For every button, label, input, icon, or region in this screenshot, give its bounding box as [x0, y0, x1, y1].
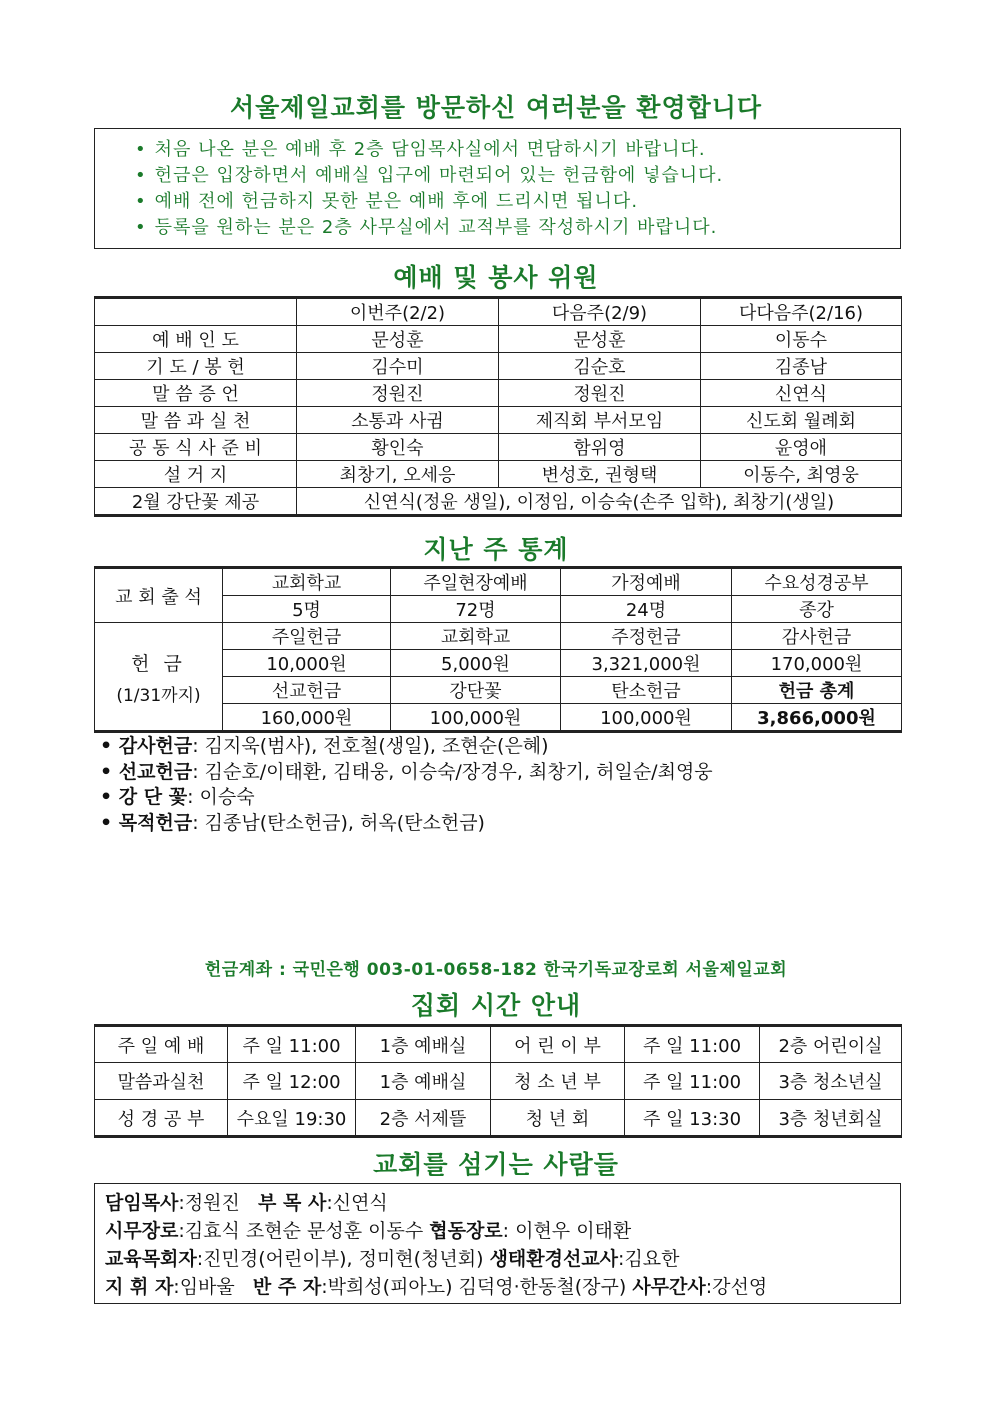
table-row	[95, 326, 902, 353]
staff-box	[94, 1183, 901, 1304]
servers-cell: 김수미	[297, 353, 499, 380]
offering-value: 5,000원	[391, 650, 561, 677]
offering-header: 강단꽃	[391, 677, 561, 704]
attendance-header: 교회학교	[223, 568, 391, 596]
staff-names: :강선영	[705, 1276, 768, 1298]
servers-cell: 정원진	[499, 380, 701, 407]
servers-header-cell: 이번주(2/2)	[297, 298, 499, 326]
table-row	[95, 353, 902, 380]
flowers-value: 신연식(정윤 생일), 이정임, 이승숙(손주 입학), 최창기(생일)	[297, 488, 902, 516]
servers-header-cell: 다다음주(2/16)	[701, 298, 902, 326]
note-item	[100, 811, 713, 837]
staff-names: :신연식	[326, 1192, 388, 1214]
table-row	[95, 380, 902, 407]
note-item	[100, 734, 713, 760]
table-row	[95, 461, 902, 488]
offering-account: 헌금계좌 : 국민은행 003-01-0658-182 한국기독교장로회 서울제일교회	[204, 960, 788, 980]
servers-cell: 신연식	[701, 380, 902, 407]
servers-header-row	[95, 298, 902, 326]
note-label: 목적헌금	[118, 811, 193, 834]
staff-line	[105, 1217, 900, 1245]
table-row	[95, 1063, 902, 1100]
schedule-cell: 청 년 회	[491, 1100, 625, 1137]
servers-header-cell	[95, 298, 297, 326]
staff-line	[105, 1189, 900, 1217]
servers-cell: 변성호, 권형택	[499, 461, 701, 488]
servers-cell: 문성훈	[499, 326, 701, 353]
servers-role: 기 도 / 봉 헌	[95, 353, 297, 380]
attendance-value: 72명	[391, 596, 561, 623]
servers-cell: 정원진	[297, 380, 499, 407]
offering-value: 100,000원	[561, 704, 732, 732]
schedule-cell: 1층 예배실	[356, 1026, 491, 1063]
schedule-cell: 3층 청소년실	[760, 1063, 902, 1100]
servers-cell: 윤영애	[701, 434, 902, 461]
note-label: 강 단 꽃	[118, 786, 188, 808]
schedule-cell: 2층 서제뜰	[356, 1100, 491, 1137]
servers-cell: 황인숙	[297, 434, 499, 461]
offering-total-header: 헌금 총계	[732, 677, 902, 704]
schedule-cell: 2층 어린이실	[760, 1026, 902, 1063]
offering-header: 감사헌금	[732, 623, 902, 650]
welcome-item: • 처음 나온 분은 예배 후 2층 담임목사실에서 면담하시기 바랍니다.	[135, 137, 900, 163]
schedule-cell: 1층 예배실	[356, 1063, 491, 1100]
schedule-cell: 말씀과실천	[95, 1063, 228, 1100]
attendance-value: 종강	[732, 596, 902, 623]
staff-names: :정원진	[178, 1192, 259, 1214]
note-item	[100, 785, 713, 811]
offering-label: 헌 금	[131, 653, 186, 675]
welcome-item: • 등록을 원하는 분은 2층 사무실에서 교적부를 작성하시기 바랍니다.	[135, 215, 900, 241]
staff-role: 생태환경선교사	[489, 1248, 619, 1270]
servers-cell: 이동수, 최영웅	[701, 461, 902, 488]
note-text: : 김지욱(범사), 전호철(생일), 조현순(은혜)	[192, 735, 549, 757]
flowers-row	[95, 488, 902, 516]
note-text: : 김종남(탄소헌금), 허옥(탄소헌금)	[192, 811, 485, 834]
table-row	[95, 1026, 902, 1063]
attendance-value: 24명	[561, 596, 732, 623]
servers-header-cell: 다음주(2/9)	[499, 298, 701, 326]
offering-header: 주일헌금	[223, 623, 391, 650]
staff-role: 사무간사	[632, 1276, 706, 1298]
schedule-cell: 주 일 11:00	[625, 1063, 760, 1100]
schedule-cell: 주 일 13:30	[625, 1100, 760, 1137]
note-text: : 이승숙	[187, 786, 255, 808]
attendance-header: 가정예배	[561, 568, 732, 596]
schedule-cell: 수요일 19:30	[228, 1100, 356, 1137]
attendance-label: 교 회 출 석	[95, 568, 223, 623]
attendance-header: 주일현장예배	[391, 568, 561, 596]
schedule-cell: 3층 청년회실	[760, 1100, 902, 1137]
servers-cell: 문성훈	[297, 326, 499, 353]
servers-role: 공 동 식 사 준 비	[95, 434, 297, 461]
servers-title: 예배 및 봉사 위원	[393, 263, 599, 292]
offering-value: 100,000원	[391, 704, 561, 732]
welcome-item: • 예배 전에 헌금하지 못한 분은 예배 후에 드리시면 됩니다.	[135, 189, 900, 215]
staff-names: :박희성(피아노) 김덕영·한동철(장구)	[321, 1276, 633, 1298]
offering-value: 10,000원	[223, 650, 391, 677]
offering-notes	[100, 734, 713, 836]
staff-role: 부 목 사	[258, 1192, 327, 1214]
schedule-cell: 주 일 예 배	[95, 1026, 228, 1063]
staff-names: :김효식 조현순 문성훈 이동수	[178, 1220, 430, 1242]
schedule-cell: 청 소 년 부	[491, 1063, 625, 1100]
servers-role: 말 씀 과 실 천	[95, 407, 297, 434]
attendance-value: 5명	[223, 596, 391, 623]
offering-value: 160,000원	[223, 704, 391, 732]
schedule-cell: 어 린 이 부	[491, 1026, 625, 1063]
schedule-title: 집회 시간 안내	[410, 991, 582, 1020]
servers-table	[94, 296, 902, 517]
staff-names: :임바울	[173, 1276, 253, 1298]
offering-value: 3,321,000원	[561, 650, 732, 677]
staff-role: 반 주 자	[252, 1276, 322, 1298]
staff-role: 시무장로	[105, 1220, 179, 1242]
servers-role: 예 배 인 도	[95, 326, 297, 353]
offering-sub: (1/31까지)	[116, 686, 201, 706]
stats-title: 지난 주 통계	[423, 535, 569, 564]
staff-names: :김요한	[618, 1248, 680, 1270]
table-row	[95, 407, 902, 434]
flowers-label: 2월 강단꽃 제공	[95, 488, 297, 516]
offering-header: 주정헌금	[561, 623, 732, 650]
schedule-cell: 성 경 공 부	[95, 1100, 228, 1137]
table-row	[95, 568, 902, 596]
offering-header: 탄소헌금	[561, 677, 732, 704]
servers-cell: 김순호	[499, 353, 701, 380]
offering-header: 선교헌금	[223, 677, 391, 704]
note-text: : 김순호/이태환, 김태웅, 이승숙/장경우, 최창기, 허일순/최영웅	[192, 760, 713, 783]
schedule-table	[94, 1024, 902, 1138]
servers-role: 말 씀 증 언	[95, 380, 297, 407]
table-row	[95, 623, 902, 650]
note-label: 선교헌금	[118, 760, 193, 783]
schedule-cell: 주 일 11:00	[625, 1026, 760, 1063]
servers-cell: 이동수	[701, 326, 902, 353]
servers-cell: 신도회 월례회	[701, 407, 902, 434]
staff-names: :진민경(어린이부), 정미현(청년회)	[196, 1248, 490, 1270]
welcome-title: 서울제일교회를 방문하신 여러분을 환영합니다	[229, 93, 763, 122]
offering-label-cell	[95, 623, 223, 732]
welcome-list	[95, 129, 900, 241]
offering-value: 170,000원	[732, 650, 902, 677]
staff-role: 협동장로	[429, 1220, 503, 1242]
servers-cell: 제직회 부서모임	[499, 407, 701, 434]
offering-total-value: 3,866,000원	[732, 704, 902, 732]
table-row	[95, 1100, 902, 1137]
staff-names: : 이현우 이태환	[502, 1220, 632, 1242]
attendance-header: 수요성경공부	[732, 568, 902, 596]
table-row	[95, 434, 902, 461]
staff-role: 교육목회자	[105, 1248, 197, 1270]
servers-cell: 최창기, 오세응	[297, 461, 499, 488]
staff-line	[105, 1273, 900, 1301]
servers-role: 설 거 지	[95, 461, 297, 488]
offering-header: 교회학교	[391, 623, 561, 650]
schedule-cell: 주 일 12:00	[228, 1063, 356, 1100]
staff-line	[105, 1245, 900, 1273]
servers-cell: 김종남	[701, 353, 902, 380]
schedule-cell: 주 일 11:00	[228, 1026, 356, 1063]
servers-cell: 함위영	[499, 434, 701, 461]
staff-role: 지 휘 자	[105, 1276, 174, 1298]
servers-cell: 소통과 사귐	[297, 407, 499, 434]
stats-table	[94, 566, 902, 733]
welcome-item: • 헌금은 입장하면서 예배실 입구에 마련되어 있는 헌금함에 넣습니다.	[135, 163, 900, 189]
staff-title: 교회를 섬기는 사람들	[373, 1150, 619, 1179]
note-item	[100, 760, 713, 786]
staff-role: 담임목사	[105, 1192, 179, 1214]
note-label: 감사헌금	[118, 735, 193, 757]
welcome-box	[94, 128, 901, 249]
